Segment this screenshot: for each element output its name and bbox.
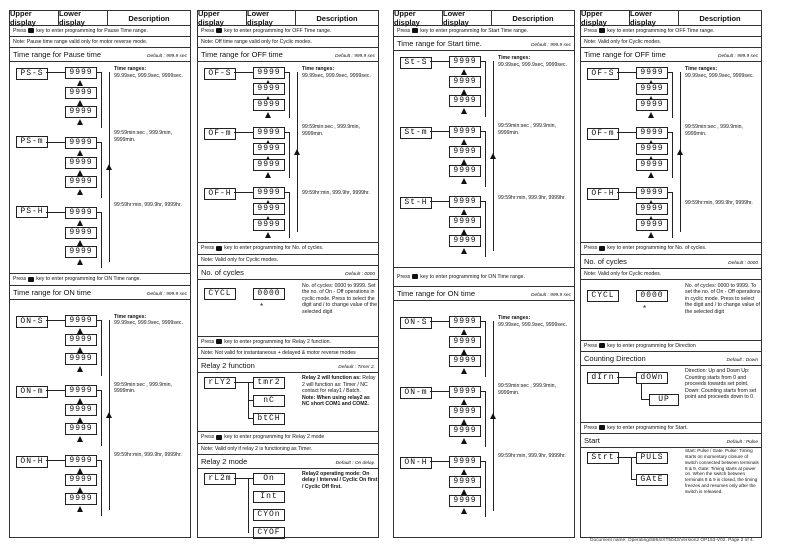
section-body	[581, 62, 761, 243]
col-upper: Upper display	[581, 11, 630, 25]
up-arrow-icon	[106, 412, 112, 418]
up-arrow-icon	[461, 399, 467, 405]
lcd-value-display: 9999	[253, 219, 285, 231]
option-display: Int	[253, 491, 285, 503]
lcd-value-display: 9999	[449, 216, 481, 228]
up-arrow-icon	[265, 232, 271, 238]
lcd-value-display: 9999	[253, 99, 285, 111]
note: Note: Valid only for Cyclic modes.	[581, 269, 761, 280]
up-arrow-icon	[461, 139, 467, 145]
up-arrow-icon	[294, 149, 300, 155]
lcd-value-display: 9999	[65, 106, 97, 118]
up-arrow-icon	[461, 349, 467, 355]
code-display: St-m	[400, 127, 432, 139]
key-icon	[216, 339, 222, 344]
lcd-value-display: 9999	[449, 355, 481, 367]
lcd-value-display: 9999	[449, 456, 481, 468]
lcd-value-display: 9999	[449, 126, 481, 138]
option-display: dOWn	[636, 372, 668, 384]
option-display: CYOF	[253, 527, 285, 539]
code-display: OF-H	[587, 188, 619, 200]
lcd-value-display: 9999	[636, 203, 668, 215]
up-arrow-icon	[77, 170, 83, 176]
up-arrow-icon	[77, 487, 83, 493]
cycles-desc: No. of cycles: 0000 to 9999. To set the no. of On - Off operations in cyclic mode. Press to select the digit and / to change value of the selected digit	[685, 282, 761, 315]
ranges-text: 99:59min:sec , 999.9min, 9999min.	[498, 383, 556, 396]
code-display: ON-S	[400, 317, 432, 329]
section-body	[198, 373, 378, 432]
up-arrow-icon	[77, 468, 83, 474]
lcd-value-display: 9999	[449, 235, 481, 247]
lcd-value-display: 9999	[449, 165, 481, 177]
section-body	[198, 62, 378, 243]
ranges-text: 99:59hr:min, 999.9hr, 9999hr.	[114, 451, 182, 458]
asterisk: *	[643, 303, 647, 313]
note: Note: Off time range valid only for Cyclic modes.	[198, 37, 378, 48]
key-icon	[599, 28, 605, 33]
ranges-text: 99:59min:sec , 999.9min, 9999min.	[685, 124, 743, 137]
up-arrow-icon	[265, 172, 271, 178]
lcd-value-display: 9999	[65, 67, 97, 79]
lcd-value-display: 9999	[65, 315, 97, 327]
lcd-value-display: 9999	[65, 246, 97, 258]
note: Press key to enter programming for Pause Time range.	[10, 26, 190, 37]
up-arrow-icon	[461, 69, 467, 75]
lcd-value-display: 9999	[65, 455, 97, 467]
col-upper: Upper display	[394, 11, 443, 25]
code-display: dIrn	[587, 372, 619, 384]
lcd-value-display: 9999	[449, 76, 481, 88]
up-arrow-icon	[461, 419, 467, 425]
ranges-text: 99:59min:sec , 999.9min, 9999min.	[114, 381, 172, 395]
up-arrow-icon	[461, 438, 467, 444]
up-arrow-icon	[265, 112, 271, 118]
lcd-value-display: 9999	[449, 196, 481, 208]
code-display: PS-m	[16, 136, 48, 148]
lcd-value-display: 9999	[253, 143, 285, 155]
lcd-value-display: 9999	[636, 99, 668, 111]
code-display: ON-H	[16, 456, 48, 468]
lcd-value-display: 9999	[449, 386, 481, 398]
lcd-value-display: 9999	[449, 146, 481, 158]
up-arrow-icon	[461, 209, 467, 215]
note: Note: Valid only if relay 2 is functioning as Timer.	[198, 444, 378, 455]
lcd-value-display: 9999	[636, 127, 668, 139]
note: Note: Pause time range valid only for motor reverse mode.	[10, 37, 190, 48]
note: Press key to enter programming for No. of cycles.	[198, 243, 378, 254]
lcd-value-display: 9999	[449, 425, 481, 437]
key-icon	[412, 28, 418, 33]
code-display: OF-S	[204, 68, 236, 80]
lcd-value-display: 9999	[253, 159, 285, 171]
code-display: rL2m	[204, 473, 236, 485]
col-upper: Upper display	[10, 11, 59, 25]
section-body	[198, 469, 378, 547]
lcd-value-display: 9999	[449, 495, 481, 507]
key-icon	[216, 28, 222, 33]
up-arrow-icon	[648, 172, 654, 178]
up-arrow-icon	[77, 366, 83, 372]
up-arrow-icon	[461, 159, 467, 165]
col-lower: Lower display	[59, 11, 108, 25]
ranges-text: Time ranges: 99.99sec, 999.9sec, 9999sec.	[114, 66, 183, 79]
up-arrow-icon	[77, 100, 83, 106]
section-title: Time range for Pause time Default : 999.9 sec	[10, 48, 190, 62]
up-arrow-icon	[77, 436, 83, 442]
option-display: CYOn	[253, 509, 285, 521]
col-upper: Upper display	[198, 11, 247, 25]
lcd-value-display: 9999	[65, 404, 97, 416]
code-display: CYCL	[587, 290, 619, 302]
up-arrow-icon	[461, 368, 467, 374]
option-display: PULS	[636, 452, 668, 464]
code-display: CYCL	[204, 288, 236, 300]
section-body	[10, 62, 190, 274]
note: Press key to enter programming for ON Time range.	[394, 268, 574, 287]
code-display: ON-H	[400, 457, 432, 469]
ranges-text: Time ranges: 99.99sec, 999.9sec, 9999sec.	[498, 315, 567, 328]
ranges-text: 99:59min:sec , 999.9min, 9999min.	[498, 123, 556, 136]
relay2-mode-desc: Relay2 operating mode: On delay / Interval / Cyclic On first / Cyclic Off first.	[302, 470, 378, 490]
up-arrow-icon	[461, 178, 467, 184]
lcd-value-display: 9999	[65, 137, 97, 149]
col-lower: Lower display	[630, 11, 679, 25]
option-display: UP	[649, 394, 679, 406]
up-arrow-icon	[648, 112, 654, 118]
lcd-value-display: 9999	[65, 353, 97, 365]
up-arrow-icon	[77, 347, 83, 353]
lcd-value-display: 9999	[449, 476, 481, 488]
ranges-text: 99:59hr:min, 999.9hr, 9999hr.	[685, 200, 753, 207]
section-title: No. of cycles Default : 0000	[581, 255, 761, 269]
up-arrow-icon	[461, 229, 467, 235]
note: Press key to enter programming for Relay 2 function.	[198, 337, 378, 348]
code-display: PS-S	[16, 68, 48, 80]
lcd-value-display: 9999	[65, 334, 97, 346]
lcd-value-display: 9999	[253, 127, 285, 139]
col-lower: Lower display	[247, 11, 296, 25]
col-desc: Description	[699, 13, 741, 23]
ranges-text: 99:59min:sec , 999.9min, 9999min.	[114, 130, 172, 143]
lcd-value-display: 9999	[65, 157, 97, 169]
section-title: Relay 2 mode Default : On delay.	[198, 455, 378, 469]
section-body	[10, 300, 190, 540]
note: Press key to enter programming for OFF Time range.	[198, 26, 378, 37]
section-title: Time range for ON time Default : 999.9 sec	[10, 286, 190, 300]
lcd-value-display: 9999	[449, 316, 481, 328]
section-title: Start Default : Pulse	[581, 434, 761, 448]
code-display: PS-H	[16, 206, 48, 218]
code-display: OF-m	[587, 128, 619, 140]
up-arrow-icon	[461, 248, 467, 254]
lcd-value-display: 9999	[636, 83, 668, 95]
direction-desc: Direction: Up and Down Up: Counting starts from 0 and proceeds towards set point. Down: Counting starts from set point and proceeds down to 0.	[685, 368, 757, 401]
up-arrow-icon	[77, 328, 83, 334]
lcd-value-display: 9999	[65, 474, 97, 486]
section-title: Time range for OFF time Default : 999.9 sec	[581, 48, 761, 62]
section-body	[394, 301, 574, 541]
note: Press key to enter programming for Relay 2 mode	[198, 432, 378, 443]
note: Press key to enter programming for Direction	[581, 341, 761, 352]
section-body	[198, 280, 378, 337]
option-display: GAtE	[636, 474, 668, 486]
section-title: Time range for OFF time Default : 999.9 sec	[198, 48, 378, 62]
code-display: ON-S	[16, 316, 48, 328]
option-display: On	[253, 473, 285, 485]
up-arrow-icon	[677, 149, 683, 155]
lcd-value-display: 9999	[449, 406, 481, 418]
up-arrow-icon	[77, 80, 83, 86]
key-icon	[216, 246, 222, 251]
up-arrow-icon	[77, 119, 83, 125]
up-arrow-icon	[461, 89, 467, 95]
lcd-value-display: 9999	[449, 336, 481, 348]
note: Note: Not valid for instantaneous + delayed & motor reverse modes	[198, 348, 378, 359]
relay-desc: Relay 2 will function as: Relay 2 will function as: Timer / NC contact for relay1 / Batch. Note: When using relay2 as NC short COM1 and COM2.	[302, 375, 376, 408]
page-3	[393, 10, 575, 538]
ranges-text: Time ranges: 99.99sec, 999.9sec, 9999sec.	[685, 66, 754, 79]
ranges-text: 99:59hr:min, 999.9hr, 9999hr.	[114, 202, 182, 209]
lcd-value-display: 9999	[636, 143, 668, 155]
page-2	[197, 10, 379, 538]
section-body	[581, 280, 761, 341]
col-lower: Lower display	[443, 11, 492, 25]
value-display: 0000	[253, 288, 285, 300]
section-body	[581, 366, 761, 423]
lcd-value-display: 9999	[253, 83, 285, 95]
note: Press key to enter programming for No. of cycles.	[581, 243, 761, 254]
section-title: Counting Direction Default : Down	[581, 352, 761, 366]
asterisk: *	[260, 301, 264, 311]
lcd-value-display: 9999	[253, 67, 285, 79]
up-arrow-icon	[77, 259, 83, 265]
option-display: tmr2	[253, 377, 285, 389]
lcd-value-display: 9999	[65, 493, 97, 505]
up-arrow-icon	[490, 153, 496, 159]
lcd-value-display: 9999	[65, 207, 97, 219]
key-icon	[28, 28, 34, 33]
footer: Document name: Operating/5864/XT5042/Version2 OP153-V02. Page 2 of 4.	[590, 538, 754, 543]
note: Press key to enter programming for Start.	[581, 423, 761, 434]
up-arrow-icon	[461, 469, 467, 475]
code-display: St-S	[400, 57, 432, 69]
lcd-value-display: 9999	[636, 159, 668, 171]
lcd-value-display: 9999	[449, 95, 481, 107]
key-icon	[599, 343, 605, 348]
lcd-value-display: 9999	[65, 87, 97, 99]
up-arrow-icon	[77, 150, 83, 156]
option-display: nC	[253, 395, 285, 407]
lcd-value-display: 9999	[65, 385, 97, 397]
note: Note: Valid only for Cyclic modes.	[581, 37, 761, 48]
start-desc: Start: Pulse / Gate. Pulse: Timing starts on momentary closure of switch connected between terminals 8 & 9. Gate: Timing starts at power on. When the switch between terminals 8 & 9 is closed, the timing freezes and resumes only after the switch is released.	[685, 448, 759, 494]
up-arrow-icon	[77, 189, 83, 195]
value-display: 0000	[636, 290, 668, 302]
code-display: rLY2	[204, 377, 236, 389]
section-body	[581, 448, 761, 506]
col-desc: Description	[512, 13, 554, 23]
section-body	[394, 51, 574, 268]
section-title: Time range for Start time. Default : 999.9 sec	[394, 37, 574, 51]
code-display: ON-m	[400, 387, 432, 399]
up-arrow-icon	[77, 220, 83, 226]
ranges-text: 99:59min:sec , 999.9min, 9999min.	[302, 124, 360, 137]
up-arrow-icon	[77, 398, 83, 404]
section-title: Relay 2 function Default : Timer 2.	[198, 359, 378, 373]
lcd-value-display: 9999	[253, 203, 285, 215]
key-icon	[28, 277, 34, 282]
code-display: St-H	[400, 197, 432, 209]
note: Press key to enter programming for Start Time range.	[394, 26, 574, 37]
lcd-value-display: 9999	[636, 219, 668, 231]
lcd-value-display: 9999	[65, 227, 97, 239]
ranges-text: Time ranges: 99.99sec, 999.9sec, 9999sec.	[498, 55, 567, 68]
up-arrow-icon	[77, 417, 83, 423]
code-display: OF-S	[587, 68, 619, 80]
ranges-text: Time ranges: 99.99sec, 999.9sec, 9999sec.	[114, 313, 183, 327]
up-arrow-icon	[77, 506, 83, 512]
ranges-text: 99:59hr:min, 999.9hr, 9999hr.	[302, 190, 370, 197]
ranges-text: Time ranges: 99.99sec, 999.9sec, 9999sec.	[302, 66, 371, 79]
page-4	[580, 10, 762, 538]
key-icon	[599, 246, 605, 251]
up-arrow-icon	[461, 489, 467, 495]
up-arrow-icon	[490, 413, 496, 419]
cycles-desc: No. of cycles: 0000 to 9999. Set the no. of On - Off operations in cyclic mode. Press to select the digit and / to change value of the selected digit	[302, 282, 377, 315]
note: Press key to enter programming for OFF Time range.	[581, 26, 761, 37]
section-title: Time range for ON time Default : 999.9 sec	[394, 287, 574, 301]
up-arrow-icon	[106, 164, 112, 170]
option-display: btCH	[253, 413, 285, 425]
lcd-value-display: 9999	[65, 423, 97, 435]
code-display: Strt	[587, 452, 619, 464]
ranges-text: 99:59hr:min, 999.9hr, 9999hr.	[498, 195, 566, 202]
key-icon	[216, 435, 222, 440]
col-desc: Description	[316, 13, 358, 23]
code-display: OF-H	[204, 188, 236, 200]
up-arrow-icon	[461, 329, 467, 335]
code-display: ON-m	[16, 386, 48, 398]
ranges-text: 99:59hr:min, 999.9hr, 9999hr.	[498, 453, 566, 460]
col-desc: Description	[128, 13, 170, 23]
lcd-value-display: 9999	[65, 176, 97, 188]
key-icon	[599, 425, 605, 430]
up-arrow-icon	[77, 240, 83, 246]
lcd-value-display: 9999	[636, 67, 668, 79]
up-arrow-icon	[648, 232, 654, 238]
page-1	[9, 10, 191, 538]
note: Note: Valid only for Cyclic modes.	[198, 255, 378, 266]
lcd-value-display: 9999	[449, 56, 481, 68]
up-arrow-icon	[461, 108, 467, 114]
lcd-value-display: 9999	[253, 187, 285, 199]
lcd-value-display: 9999	[636, 187, 668, 199]
section-title: No. of cycles Default : 0000	[198, 266, 378, 280]
code-display: OF-m	[204, 128, 236, 140]
up-arrow-icon	[461, 508, 467, 514]
key-icon	[412, 274, 418, 279]
note: Press key to enter programming for ON Time range.	[10, 274, 190, 285]
